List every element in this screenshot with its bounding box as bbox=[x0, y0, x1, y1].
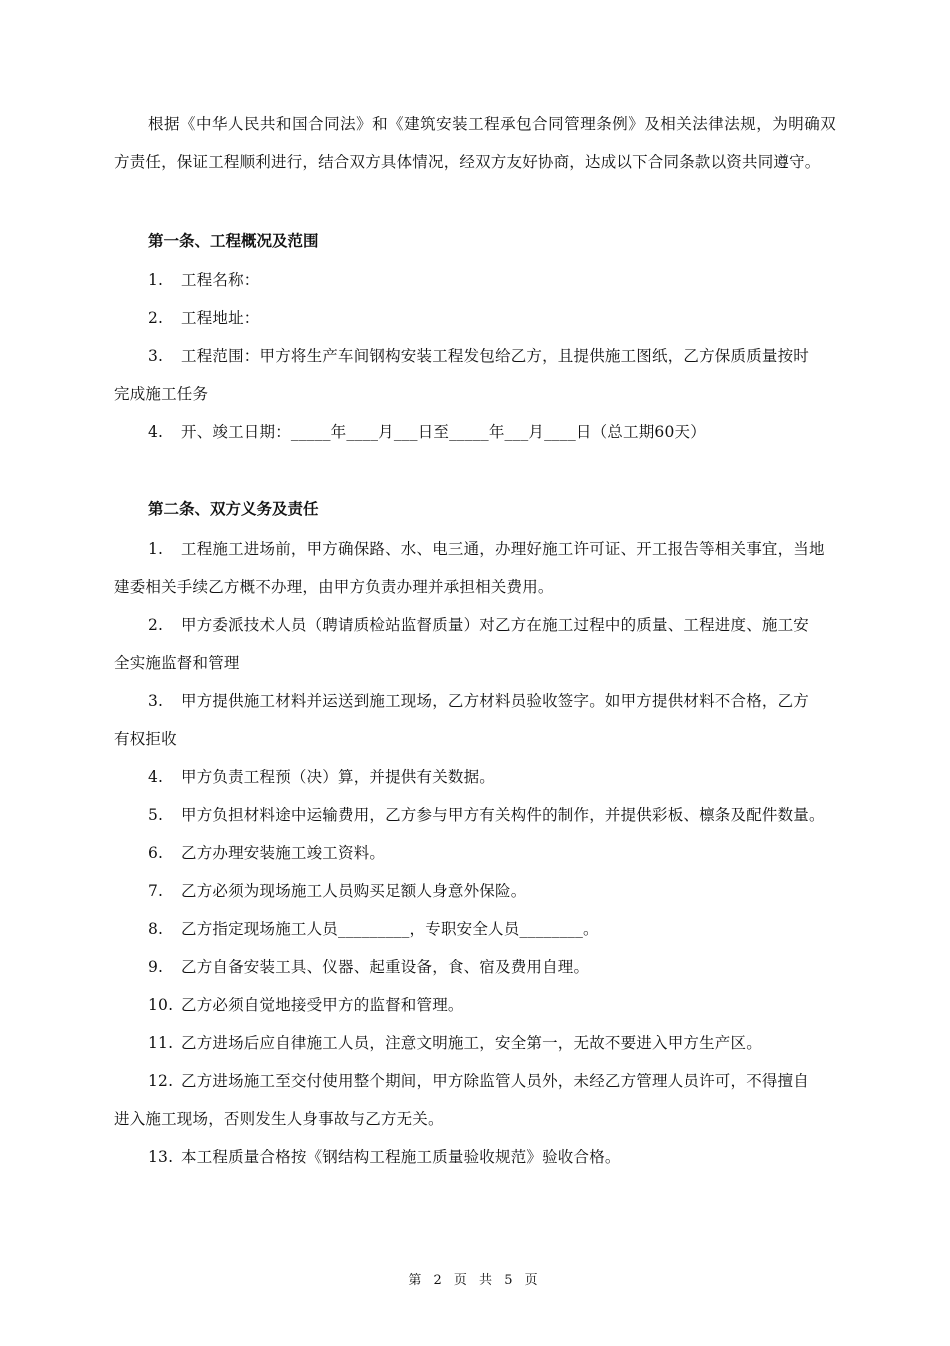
item-text: 乙方指定现场施工人员_________，专职安全人员________。 bbox=[181, 920, 599, 938]
item-text: 工程范围：甲方将生产车间钢构安装工程发包给乙方，且提供施工图纸，乙方保质质量按时 bbox=[181, 347, 810, 365]
item-number: 12. bbox=[148, 1072, 174, 1090]
item-text-continued: 有权拒收 bbox=[114, 730, 177, 748]
list-item bbox=[114, 1062, 844, 1138]
item-number: 5. bbox=[148, 806, 164, 824]
section-1-title: 第一条、工程概况及范围 bbox=[148, 231, 319, 250]
list-item bbox=[114, 1024, 844, 1062]
section-2-title: 第二条、双方义务及责任 bbox=[148, 499, 319, 518]
item-number: 8. bbox=[148, 920, 164, 938]
item-text: 工程名称： bbox=[181, 271, 260, 289]
item-number: 3. bbox=[148, 347, 164, 365]
list-item bbox=[114, 261, 844, 299]
item-text: 甲方负责工程预（决）算，并提供有关数据。 bbox=[181, 768, 496, 786]
item-number: 2. bbox=[148, 309, 164, 327]
list-item bbox=[114, 986, 844, 1024]
list-item bbox=[114, 872, 844, 910]
list-item bbox=[114, 606, 844, 682]
item-text: 乙方必须自觉地接受甲方的监督和管理。 bbox=[181, 996, 464, 1014]
item-text: 乙方必须为现场施工人员购买足额人身意外保险。 bbox=[181, 882, 527, 900]
item-number: 4. bbox=[148, 423, 164, 441]
item-number: 2. bbox=[148, 616, 164, 634]
item-text-continued: 建委相关手续乙方概不办理，由甲方负责办理并承担相关费用。 bbox=[114, 578, 554, 596]
item-number: 13. bbox=[148, 1148, 174, 1166]
list-item bbox=[114, 413, 844, 451]
item-text-continued: 完成施工任务 bbox=[114, 385, 209, 403]
list-item bbox=[114, 758, 844, 796]
intro-paragraph: 根据《中华人民共和国合同法》和《建筑安装工程承包合同管理条例》及相关法律法规，为明确双方责任，保证工程顺利进行，结合双方具体情况，经双方友好协商，达成以下合同条款以资共同遵守。 bbox=[114, 115, 836, 171]
item-text: 工程地址： bbox=[181, 309, 260, 327]
page-footer: 第 2 页 共 5 页 bbox=[408, 1273, 542, 1288]
item-text-continued: 全实施监督和管理 bbox=[114, 654, 240, 672]
item-number: 9. bbox=[148, 958, 164, 976]
item-text: 乙方自备安装工具、仪器、起重设备，食、宿及费用自理。 bbox=[181, 958, 590, 976]
item-number: 11. bbox=[148, 1034, 174, 1052]
list-item bbox=[114, 948, 844, 986]
item-number: 4. bbox=[148, 768, 164, 786]
item-number: 3. bbox=[148, 692, 164, 710]
item-text: 工程施工进场前，甲方确保路、水、电三通，办理好施工许可证、开工报告等相关事宜，当地 bbox=[181, 540, 825, 558]
list-item bbox=[114, 337, 844, 413]
item-text: 乙方进场后应自律施工人员，注意文明施工，安全第一，无故不要进入甲方生产区。 bbox=[181, 1034, 762, 1052]
item-text: 开、竣工日期：_____年____月___日至_____年___月____日（总工期60天） bbox=[181, 423, 706, 441]
list-item bbox=[114, 682, 844, 758]
list-item bbox=[114, 910, 844, 948]
item-number: 6. bbox=[148, 844, 164, 862]
item-number: 10. bbox=[148, 996, 174, 1014]
list-item bbox=[114, 1138, 844, 1176]
item-text: 甲方委派技术人员（聘请质检站监督质量）对乙方在施工过程中的质量、工程进度、施工安 bbox=[181, 616, 810, 634]
item-text: 本工程质量合格按《钢结构工程施工质量验收规范》验收合格。 bbox=[181, 1148, 621, 1166]
item-number: 1. bbox=[148, 271, 164, 289]
list-item bbox=[114, 299, 844, 337]
item-text: 乙方办理安装施工竣工资料。 bbox=[181, 844, 386, 862]
item-text: 甲方提供施工材料并运送到施工现场，乙方材料员验收签字。如甲方提供材料不合格，乙方 bbox=[181, 692, 810, 710]
list-item bbox=[114, 796, 844, 834]
item-text: 乙方进场施工至交付使用整个期间，甲方除监管人员外，未经乙方管理人员许可，不得擅自 bbox=[181, 1072, 810, 1090]
list-item bbox=[114, 530, 844, 606]
item-text: 甲方负担材料途中运输费用，乙方参与甲方有关构件的制作，并提供彩板、檩条及配件数量。 bbox=[181, 806, 825, 824]
list-item bbox=[114, 834, 844, 872]
item-number: 7. bbox=[148, 882, 164, 900]
item-number: 1. bbox=[148, 540, 164, 558]
item-text-continued: 进入施工现场，否则发生人身事故与乙方无关。 bbox=[114, 1110, 444, 1128]
